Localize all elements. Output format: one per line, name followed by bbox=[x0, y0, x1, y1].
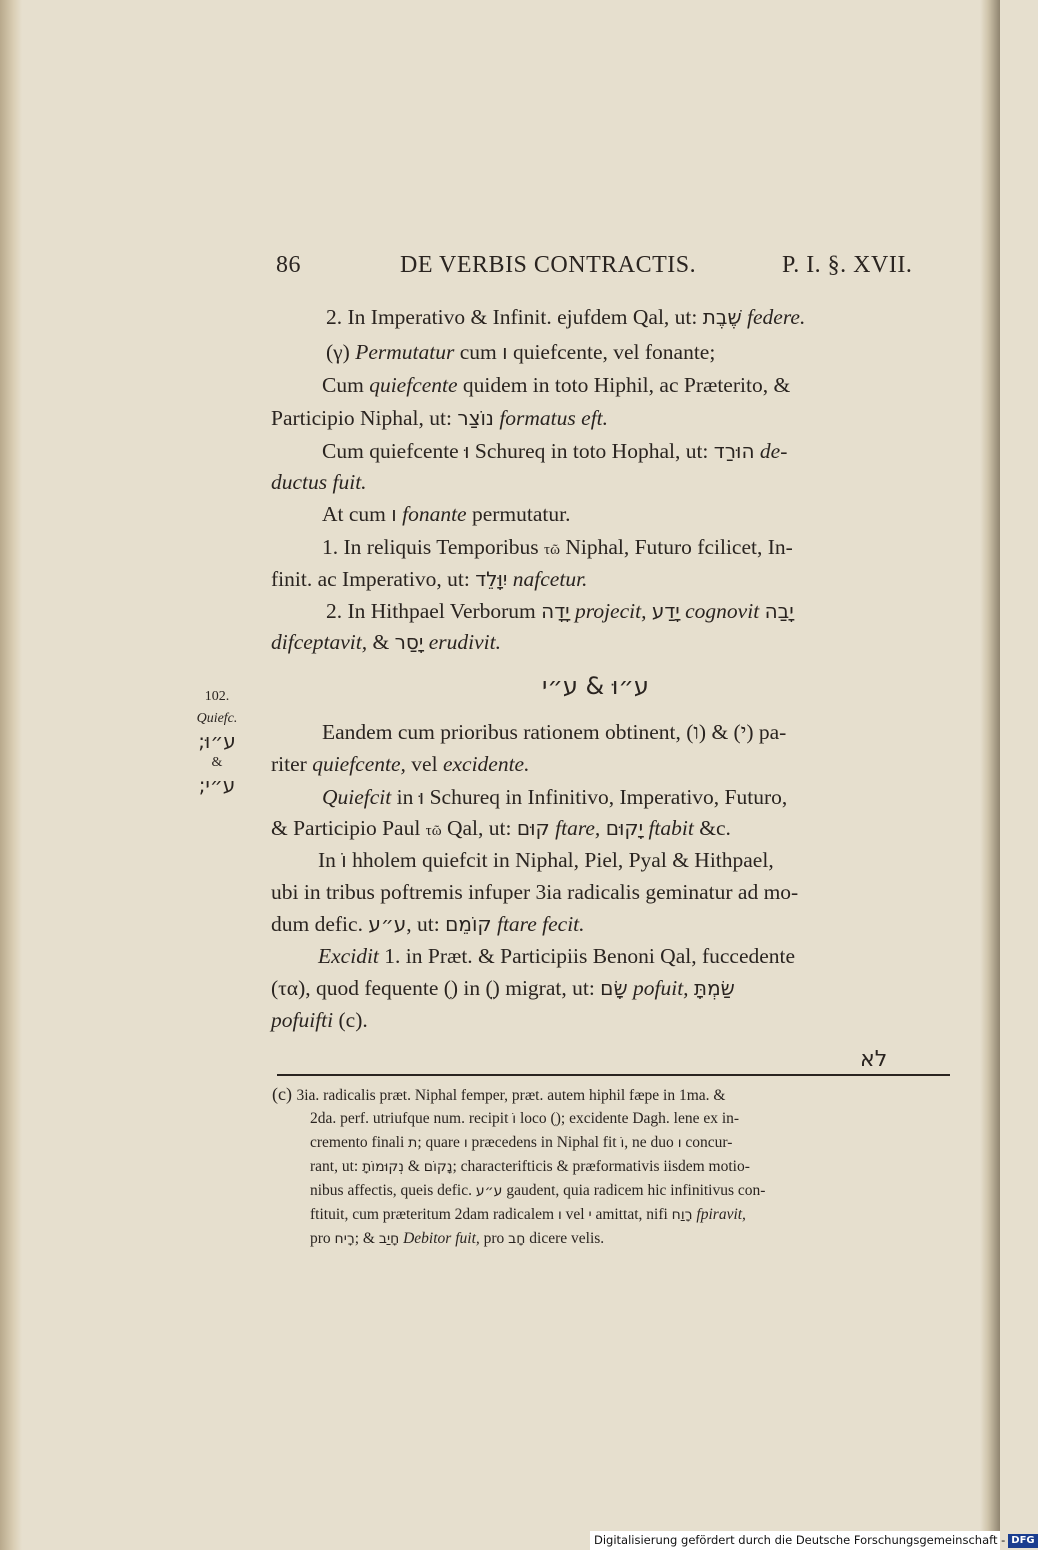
margin-label: Quiefc. bbox=[196, 711, 238, 726]
page-number: 86 bbox=[276, 252, 301, 278]
footnote-line: 2da. perf. utriufque num. recipit וֹ loco (ִ); excidente Dagh. lene ex in- bbox=[310, 1110, 740, 1127]
footnote-line: pro רָיח; & חָיַב Debitor fuit, pro חָב dicere velis. bbox=[310, 1230, 605, 1247]
body-line: (τα), quod fequente (ִ) in (ֵ) migrat, ut: שָׂם pofuit, שַׂמְתָּ bbox=[271, 976, 735, 1000]
body-line: dum defic. ע״ע, ut: קוֹמֵם ftare fecit. bbox=[271, 912, 585, 936]
footnote-line: rant, ut: נְקוּמוֹתָ & נָקוֹם; characterifticis & præformativis iisdem motio- bbox=[310, 1158, 750, 1175]
footnote-line: (c) 3ia. radicalis præt. Niphal femper, præt. autem hiphil fæpe in 1ma. & bbox=[272, 1084, 726, 1104]
body-line: In וֹ hholem quiefcit in Niphal, Piel, Pyal & Hithpael, bbox=[318, 848, 774, 872]
body-line: 1. In reliquis Temporibus τῶ Niphal, Futuro fcilicet, In- bbox=[322, 535, 793, 559]
book-page bbox=[22, 0, 980, 1550]
body-line: ductus fuit. bbox=[271, 470, 367, 494]
body-line: finit. ac Imperativo, ut: יִוָּלֵד nafcetur. bbox=[271, 567, 588, 591]
body-line: At cum ו fonante permutatur. bbox=[322, 502, 571, 526]
section-heading: ע״וּ & ע״י bbox=[542, 672, 649, 700]
footnote-line: cremento finali ת; quare ו præcedens in Niphal fit וֹ, ne duo ו concur- bbox=[310, 1134, 733, 1151]
footnote-rule bbox=[277, 1074, 950, 1076]
body-line: & Participio Paul τῶ Qal, ut: קוּם ftare, יָקוּם ftabit &c. bbox=[271, 816, 731, 840]
page-edge bbox=[980, 0, 1000, 1550]
book-binding-edge bbox=[0, 0, 22, 1550]
body-line: Excidit 1. in Præt. & Participiis Benoni Qal, fuccedente bbox=[318, 944, 796, 968]
section-ref: P. I. §. XVII. bbox=[782, 252, 913, 278]
body-line: Cum quiefcente וּ Schureq in toto Hophal, ut: הוּרַד de- bbox=[322, 439, 788, 463]
margin-ampersand: & bbox=[211, 755, 223, 770]
body-line: Participio Niphal, ut: נוֹצַר formatus eft. bbox=[271, 406, 609, 430]
catchword: לא bbox=[860, 1047, 888, 1072]
digitization-credit bbox=[590, 1531, 1035, 1550]
body-line: 2. In Imperativo & Infinit. ejufdem Qal, ut: שֶׁבֶת federe. bbox=[326, 305, 806, 329]
page-title: DE VERBIS CONTRACTIS. bbox=[400, 252, 697, 278]
body-line: Cum quiefcente quidem in toto Hiphil, ac Præterito, & bbox=[322, 373, 791, 397]
body-line: Eandem cum prioribus rationem obtinent, (ו) & (י) pa- bbox=[322, 720, 787, 744]
body-line: ubi in tribus poftremis infuper 3ia radicalis geminatur ad mo- bbox=[271, 880, 799, 904]
body-line: pofuifti (c). bbox=[271, 1008, 368, 1032]
footnote-line: nibus affectis, queis defic. ע״ע gaudent, quia radicem hic infinitivus con- bbox=[310, 1182, 766, 1199]
dfg-logo: DFG bbox=[1008, 1534, 1037, 1548]
body-line: Quiefcit in וּ Schureq in Infinitivo, Imperativo, Futuro, bbox=[322, 785, 788, 809]
margin-note bbox=[182, 686, 252, 796]
body-line: (γ) Permutatur cum ו quiefcente, vel fonante; bbox=[326, 340, 716, 364]
margin-item-1: ע״וּ; bbox=[198, 729, 236, 753]
credit-text: Digitalisierung gefördert durch die Deutsche Forschungsgemeinschaft - bbox=[594, 1533, 1006, 1547]
body-line: riter quiefcente, vel excidente. bbox=[271, 752, 530, 776]
margin-item-2: ע״י; bbox=[198, 773, 236, 797]
body-line: 2. In Hithpael Verborum יָדָה projecit, יָדַע cognovit יָבַה bbox=[326, 599, 794, 623]
body-line: difceptavit, & יָסַר erudivit. bbox=[271, 630, 501, 654]
margin-number: 102. bbox=[204, 689, 230, 704]
footnote-line: ftituit, cum præteritum 2dam radicalem ו vel י amittat, nifi רָוַח fpiravit, bbox=[310, 1206, 746, 1223]
